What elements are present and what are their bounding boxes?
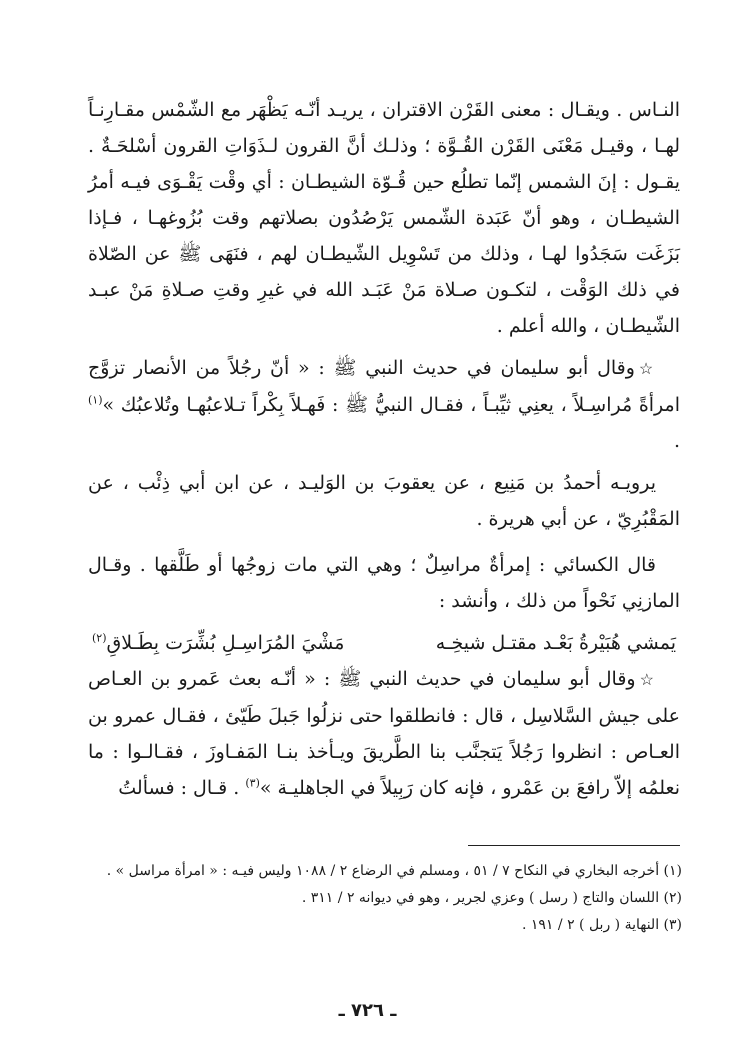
footnote-1: (١) أخرجه البخاري في النكاح ٧ / ٥١ ، ومسلم في الرضاع ٢ / ١٠٨٨ وليس فيـه : « امرأة مراسل » . — [106, 863, 682, 879]
poetry-verse — [88, 625, 680, 661]
footnote-3: (٣) النهاية ( ربل ) ٢ / ١٩١ . — [521, 917, 682, 933]
paragraph-hadith-amr: ☆وقال أبو سليمان في حديث النبي ﷺ : « أنّـه بعث عَمرو بن العـاص على جيش السَّلاسِل ، قال : فانطلقوا حتى نزلُوا جَبلَ طَيّئ ، فقـال عمرو بن العـاص : انظروا رَجُلاً يَتجنَّب بنا الطَّريقَ ويـأخذ بنـا المَفـاوزَ ، فقـالـوا : ما نعلمُه إلاّ رافعَ بن عَمْرو ، فإنه كان رَبِيلاً في الجاهليـة »$^{(٣)}$ . قـال : فسألتُ — [88, 668, 680, 799]
footnote-ref-2[interactable]: (٢) — [92, 631, 107, 645]
page-number: ـ ٧٢٦ ـ — [338, 1000, 397, 1021]
verse-first-hemistich: يَمشي هُبَيْرةُ بَعْـد مقتـل شيخِـه — [435, 632, 676, 654]
hadith-text: وقال أبو سليمان في حديث النبي ﷺ : « أنّـه بعث عَمرو بن العـاص على جيش السَّلاسِل ، قال : فانطلقوا حتى نزلُوا جَبلَ طَيّئ ، فقـال عمرو بن العـاص : انظروا رَجُلاً يَتجنَّب بنا الطَّريقَ ويـأخذ بنـا المَفـاوزَ ، فقـالـوا : ما نعلمُه إلاّ رافعَ بن عَمْرو ، فإنه كان رَبِيلاً في الجاهليـة » — [88, 668, 680, 799]
footnote-ref-3[interactable]: (٣) — [245, 776, 260, 790]
paragraph-isnad: يرويـه أحمدُ بن مَنِيع ، عن يعقوبَ بن الوَليـد ، عن ابن أبي ذِئْب ، عن المَقْبُرِيّ ، عن أبي هريرة . — [88, 472, 680, 530]
main-text — [88, 92, 680, 806]
star-marker-icon: ☆ — [638, 359, 656, 378]
paragraph-kisai: قال الكسائي : إمرأةٌ مراسِلٌ ؛ وهي التي مات زوجُها أو طَلَّقها . وقـال المازنِي نَحْواً من ذلك ، وأنشد : — [88, 554, 680, 612]
paragraph-hadith-marriage: ☆وقال أبو سليمان في حديث النبي ﷺ : « أنّ رجُلاً من الأنصار تزوَّج امرأةً مُراسِـلاً ، يعنِي ثيِّبـاً ، فقـال النبيُّ ﷺ : فَهـلاً بِكْراً تـلاعبُهـا وتُلاعبُك »$^{(١)}$ . — [88, 357, 680, 452]
verse-second-hemistich: مَشْيَ المُرَاسِـلِ بُشِّرَت بِطَـلاقِ$^{(٢)}$ — [92, 631, 345, 654]
footnote-ref-1[interactable]: (١) — [88, 393, 103, 407]
footnote-2: (٢) اللسان والتاج ( رسل ) وعزي لجرير ، وهو في ديوانه ٢ / ٣١١ . — [301, 890, 682, 906]
footnote-divider — [468, 845, 680, 846]
star-marker-icon: ☆ — [639, 670, 656, 689]
paragraph-commentary: النـاس . ويقـال : معنى القَرْن الاقتران ، يريـد أنّـه يَظْهَر مع الشّمْس مقـارِنـاً لهـا ، وقيـل مَعْنَى القَرْن القُـوَّة ؛ وذلـك أنَّ القرون لـذَوَاتِ القرون أسْلحَـةٌ . يقـول : إنَ الشمس إنّما تطلُع حين قُـوّة الشيطـان : أي وقْت يَقْـوَى فيـه أمرُ الشيطـان ، وهو أنّ عَبَدة الشّمس يَرْصُدُون بصلاتهم وقت بُزُوغهـا ، فـإذا بَزَغَت سَجَدُوا لهـا ، وذلك من تَسْوِيل الشّيطـان لهم ، فنَهَى ﷺ عن الصّلاة في ذلك الوَقْت ، لتكـون صـلاة مَنْ عَبَـد الله في غيرِ وقتِ صـلاةِ مَنْ عبـد الشّيطـان ، والله أعلم . — [88, 99, 680, 337]
hadith-text: وقال أبو سليمان في حديث النبي ﷺ : « أنّ رجُلاً من الأنصار تزوَّج امرأةً مُراسِـلاً ، يعنِي ثيِّبـاً ، فقـال النبيُّ ﷺ : فَهـلاً بِكْراً تـلاعبُهـا وتُلاعبُك » — [88, 357, 680, 416]
footnotes — [98, 858, 682, 939]
